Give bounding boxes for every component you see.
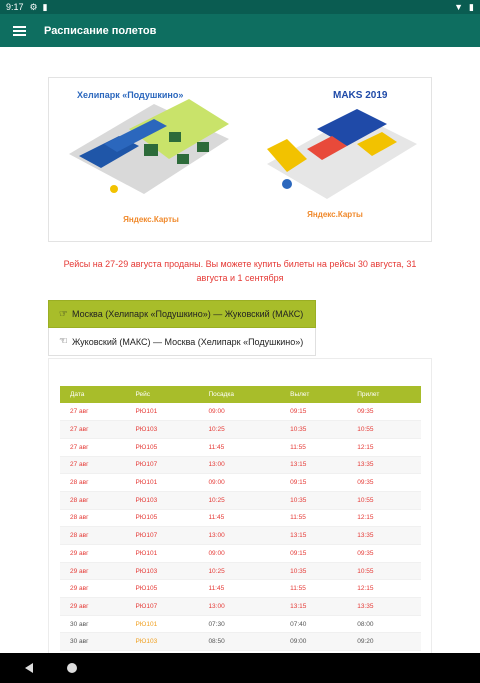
arrival-cell: 12:15 bbox=[347, 438, 421, 456]
arrival-cell: 09:35 bbox=[347, 474, 421, 492]
date-cell: 27 авг bbox=[60, 438, 125, 456]
header-arrival: Прилет bbox=[347, 386, 421, 403]
flight-cell: РЮ107 bbox=[125, 456, 198, 474]
departure-cell: 09:15 bbox=[280, 474, 347, 492]
arrival-cell: 10:55 bbox=[347, 421, 421, 439]
maks-map-caption: MAKS 2019 bbox=[333, 90, 388, 101]
date-cell: 29 авг bbox=[60, 580, 125, 598]
boarding-cell: 10:25 bbox=[198, 562, 280, 580]
status-bar bbox=[0, 0, 480, 14]
route-tabs bbox=[48, 300, 432, 356]
flight-cell: РЮ101 bbox=[125, 474, 198, 492]
date-cell: 30 авг bbox=[60, 633, 125, 651]
status-time: 9:17 bbox=[6, 2, 24, 12]
flight-cell: РЮ103 bbox=[125, 421, 198, 439]
back-icon[interactable] bbox=[25, 663, 33, 673]
boarding-cell: 09:00 bbox=[198, 474, 280, 492]
boarding-cell: 11:45 bbox=[198, 438, 280, 456]
boarding-cell: 07:30 bbox=[198, 615, 280, 633]
heliport-map-caption: Хелипарк «Подушкино» bbox=[77, 90, 184, 100]
arrival-cell: 12:15 bbox=[347, 509, 421, 527]
tab-label: Москва (Хелипарк «Подушкино») — Жуковский (МАКС) bbox=[71, 309, 304, 319]
date-cell: 29 авг bbox=[60, 562, 125, 580]
departure-cell: 10:35 bbox=[280, 491, 347, 509]
tab-label: Жуковский (МАКС) — Москва (Хелипарк «Подушкино») bbox=[71, 336, 304, 347]
boarding-cell: 13:00 bbox=[198, 456, 280, 474]
yandex-maps-link-1[interactable]: Яндекс.Карты bbox=[123, 215, 179, 224]
main-content bbox=[0, 47, 480, 653]
arrival-cell: 10:55 bbox=[347, 562, 421, 580]
boarding-cell: 11:45 bbox=[198, 509, 280, 527]
departure-cell: 07:40 bbox=[280, 615, 347, 633]
header-flight: Рейс bbox=[125, 386, 198, 403]
flight-cell: РЮ105 bbox=[125, 509, 198, 527]
table-row bbox=[60, 421, 421, 439]
schedule-panel bbox=[48, 358, 432, 653]
flight-cell: РЮ105 bbox=[125, 438, 198, 456]
arrival-cell: 10:55 bbox=[347, 491, 421, 509]
arrival-cell: 09:35 bbox=[347, 403, 421, 421]
departure-cell: 13:15 bbox=[280, 527, 347, 545]
boarding-cell: 08:50 bbox=[198, 633, 280, 651]
date-cell: 28 авг bbox=[60, 509, 125, 527]
table-header-row bbox=[60, 386, 421, 403]
table-row bbox=[60, 456, 421, 474]
departure-cell: 11:55 bbox=[280, 509, 347, 527]
table-row bbox=[60, 403, 421, 421]
departure-cell: 13:15 bbox=[280, 456, 347, 474]
header-boarding: Посадка bbox=[198, 386, 280, 403]
arrival-cell: 09:20 bbox=[347, 633, 421, 651]
flight-cell: РЮ103 bbox=[125, 491, 198, 509]
departure-cell: 13:15 bbox=[280, 598, 347, 616]
table-row[interactable] bbox=[60, 633, 421, 651]
table-row bbox=[60, 509, 421, 527]
date-cell: 27 авг bbox=[60, 456, 125, 474]
departure-cell: 11:55 bbox=[280, 438, 347, 456]
table-row bbox=[60, 545, 421, 563]
pointing-hand-left-icon: ☜ bbox=[59, 336, 68, 347]
departure-cell: 10:35 bbox=[280, 562, 347, 580]
boarding-cell: 09:00 bbox=[198, 545, 280, 563]
navigation-bar bbox=[0, 653, 480, 683]
tab-zhukovsky-moscow[interactable] bbox=[48, 328, 316, 356]
departure-cell: 09:15 bbox=[280, 545, 347, 563]
date-cell: 28 авг bbox=[60, 474, 125, 492]
date-cell: 28 авг bbox=[60, 527, 125, 545]
header-departure: Вылет bbox=[280, 386, 347, 403]
flight-cell: РЮ107 bbox=[125, 527, 198, 545]
date-cell: 28 авг bbox=[60, 491, 125, 509]
maps-panel bbox=[48, 77, 432, 242]
flight-cell: РЮ107 bbox=[125, 598, 198, 616]
schedule-table bbox=[60, 386, 421, 651]
table-row bbox=[60, 562, 421, 580]
home-icon[interactable] bbox=[67, 663, 77, 673]
boarding-cell: 10:25 bbox=[198, 491, 280, 509]
pointing-hand-right-icon: ☞ bbox=[59, 308, 68, 320]
date-cell: 29 авг bbox=[60, 545, 125, 563]
table-row bbox=[60, 438, 421, 456]
app-title: Расписание полетов bbox=[44, 24, 157, 37]
settings-icon: ⚙ bbox=[29, 1, 38, 12]
header-date: Дата bbox=[60, 386, 125, 403]
table-row[interactable] bbox=[60, 615, 421, 633]
date-cell: 30 авг bbox=[60, 615, 125, 633]
departure-cell: 09:00 bbox=[280, 633, 347, 651]
date-cell: 27 авг bbox=[60, 421, 125, 439]
tab-moscow-zhukovsky[interactable] bbox=[48, 300, 316, 328]
wifi-icon: ▼ bbox=[454, 2, 464, 12]
table-row bbox=[60, 527, 421, 545]
departure-cell: 10:35 bbox=[280, 421, 347, 439]
yandex-maps-link-2[interactable]: Яндекс.Карты bbox=[307, 210, 363, 219]
flight-cell: РЮ101 bbox=[125, 403, 198, 421]
table-row bbox=[60, 491, 421, 509]
battery-icon: ▮ bbox=[469, 1, 474, 12]
flight-cell: РЮ103 bbox=[125, 633, 198, 651]
arrival-cell: 13:35 bbox=[347, 456, 421, 474]
app-bar bbox=[0, 14, 480, 47]
boarding-cell: 13:00 bbox=[198, 598, 280, 616]
sd-card-icon: ▮ bbox=[42, 1, 48, 12]
date-cell: 27 авг bbox=[60, 403, 125, 421]
sold-out-notice: Рейсы на 27-29 августа проданы. Вы можете купить билеты на рейсы 30 августа, 31 августа и 1 сентября bbox=[63, 259, 417, 283]
arrival-cell: 13:35 bbox=[347, 598, 421, 616]
arrival-cell: 08:00 bbox=[347, 615, 421, 633]
flight-cell: РЮ101 bbox=[125, 545, 198, 563]
maks-map-image[interactable] bbox=[247, 84, 423, 204]
flight-cell: РЮ103 bbox=[125, 562, 198, 580]
departure-cell: 09:15 bbox=[280, 403, 347, 421]
menu-icon[interactable] bbox=[13, 26, 26, 36]
boarding-cell: 13:00 bbox=[198, 527, 280, 545]
date-cell: 29 авг bbox=[60, 598, 125, 616]
flight-cell: РЮ105 bbox=[125, 580, 198, 598]
table-row bbox=[60, 580, 421, 598]
departure-cell: 11:55 bbox=[280, 580, 347, 598]
arrival-cell: 12:15 bbox=[347, 580, 421, 598]
table-row bbox=[60, 598, 421, 616]
heliport-map-image[interactable] bbox=[59, 84, 235, 204]
boarding-cell: 09:00 bbox=[198, 403, 280, 421]
arrival-cell: 13:35 bbox=[347, 527, 421, 545]
boarding-cell: 11:45 bbox=[198, 580, 280, 598]
flight-cell: РЮ101 bbox=[125, 615, 198, 633]
table-row bbox=[60, 474, 421, 492]
arrival-cell: 09:35 bbox=[347, 545, 421, 563]
boarding-cell: 10:25 bbox=[198, 421, 280, 439]
